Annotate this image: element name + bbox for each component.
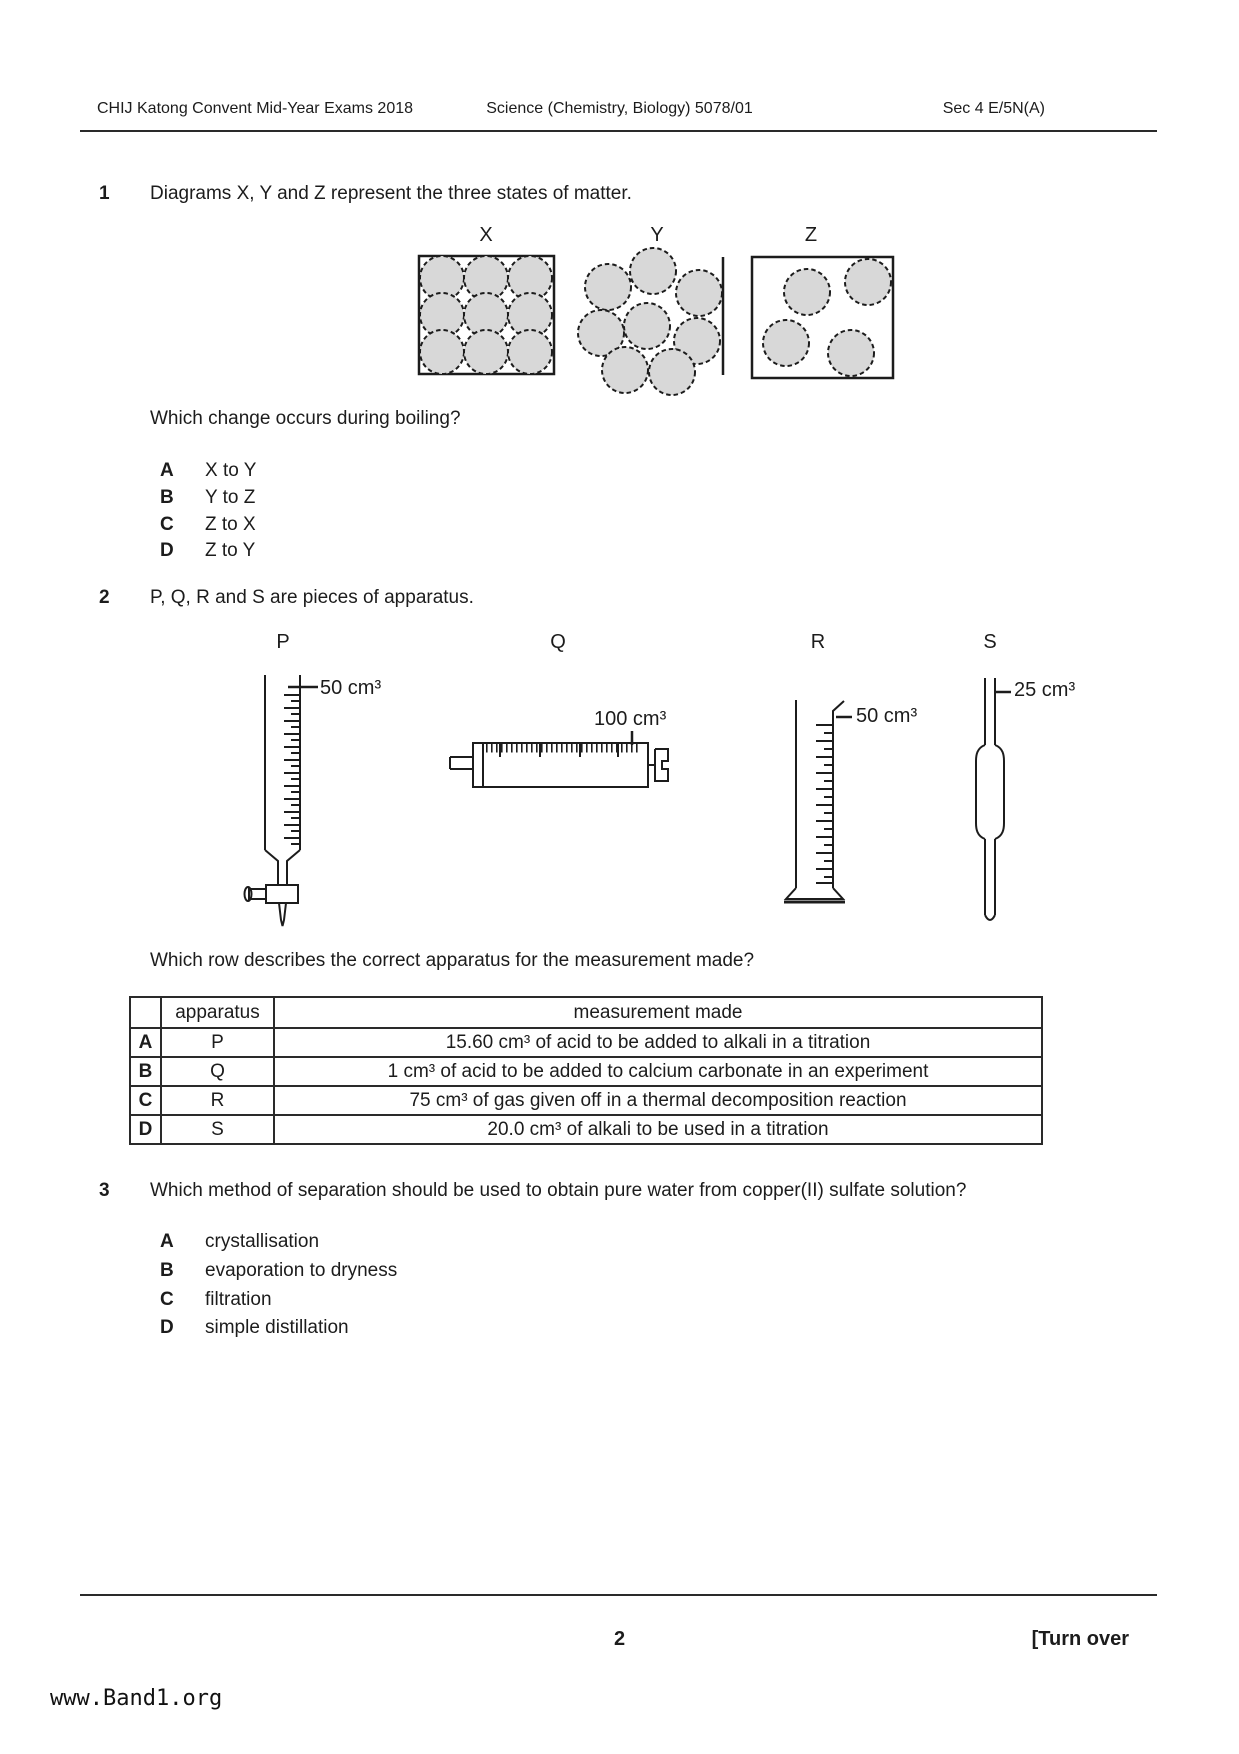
q3-option-d-text: simple distillation [205, 1317, 349, 1338]
states-of-matter-diagram [400, 225, 910, 400]
row-b-apparatus: Q [161, 1057, 274, 1086]
turn-over-label: [Turn over [1031, 1628, 1129, 1650]
q1-option-d-text: Z to Y [205, 540, 256, 561]
q1-option-a-letter: A [160, 460, 174, 481]
table-row [130, 1115, 1042, 1144]
q3-option-d-letter: D [160, 1317, 174, 1338]
diagram-y-label: Y [650, 224, 664, 246]
state-y-liquid [578, 248, 723, 395]
table-header-row [130, 997, 1042, 1028]
row-a-apparatus: P [161, 1028, 274, 1057]
pipette-volume-label: 25 cm³ [1014, 679, 1076, 701]
pipette-drawing [976, 678, 1011, 920]
cylinder-volume-label: 50 cm³ [856, 705, 918, 727]
q3-option-a-letter: A [160, 1231, 174, 1252]
syringe-volume-label: 100 cm³ [594, 708, 667, 730]
q3-option-c-text: filtration [205, 1289, 272, 1310]
row-d-letter: D [130, 1115, 161, 1144]
apparatus-s-label: S [983, 631, 997, 653]
header-exam-name: CHIJ Katong Convent Mid-Year Exams 2018 [97, 100, 414, 117]
q1-option-c-letter: C [160, 514, 174, 535]
q1-option-c-text: Z to X [205, 514, 256, 535]
apparatus-p-label: P [276, 631, 290, 653]
header-paper-title: Science (Chemistry, Biology) 5078/01 [486, 100, 753, 117]
q2-subquestion: Which row describes the correct apparatus for the measurement made? [150, 950, 755, 971]
table-header-apparatus: apparatus [161, 997, 274, 1028]
q2-number: 2 [99, 587, 110, 608]
row-b-letter: B [130, 1057, 161, 1086]
q1-option-a-text: X to Y [205, 460, 257, 481]
q2-text: P, Q, R and S are pieces of apparatus. [150, 587, 474, 608]
state-x-solid [419, 256, 554, 374]
row-d-measurement: 20.0 cm³ of alkali to be used in a titration [274, 1115, 1042, 1144]
q3-option-b-text: evaporation to dryness [205, 1260, 398, 1281]
diagram-z-label: Z [804, 224, 818, 246]
measuring-cylinder-drawing [784, 700, 852, 902]
q1-option-b-letter: B [160, 487, 174, 508]
watermark-url: www.Band1.org [50, 1686, 223, 1711]
q3-text: Which method of separation should be used to obtain pure water from copper(II) sulfate solution? [150, 1180, 967, 1201]
row-a-measurement: 15.60 cm³ of acid to be added to alkali in a titration [274, 1028, 1042, 1057]
row-c-apparatus: R [161, 1086, 274, 1115]
row-d-apparatus: S [161, 1115, 274, 1144]
table-header-blank [130, 997, 161, 1028]
table-row [130, 1086, 1042, 1115]
q3-number: 3 [99, 1180, 110, 1201]
header-class-code: Sec 4 E/5N(A) [942, 100, 1045, 117]
q3-option-a-text: crystallisation [205, 1231, 320, 1252]
apparatus-q-label: Q [550, 631, 566, 653]
q1-option-b-text: Y to Z [205, 487, 256, 508]
syringe-drawing [450, 731, 668, 787]
q1-text: Diagrams X, Y and Z represent the three states of matter. [150, 183, 632, 204]
burette-volume-label: 50 cm³ [320, 677, 382, 699]
q1-number: 1 [99, 183, 110, 204]
table-row [130, 1057, 1042, 1086]
state-z-gas [752, 257, 893, 378]
q3-option-c-letter: C [160, 1289, 174, 1310]
diagram-x-label: X [479, 224, 493, 246]
apparatus-r-label: R [810, 631, 826, 653]
row-a-letter: A [130, 1028, 161, 1057]
footer-rule [80, 1594, 1157, 1596]
apparatus-diagram [240, 665, 1035, 935]
q3-option-b-letter: B [160, 1260, 174, 1281]
table-header-measurement: measurement made [274, 997, 1042, 1028]
row-b-measurement: 1 cm³ of acid to be added to calcium carbonate in an experiment [274, 1057, 1042, 1086]
q1-subquestion: Which change occurs during boiling? [150, 408, 461, 429]
row-c-measurement: 75 cm³ of gas given off in a thermal decomposition reaction [274, 1086, 1042, 1115]
header-rule [80, 130, 1157, 132]
row-c-letter: C [130, 1086, 161, 1115]
q1-option-d-letter: D [160, 540, 174, 561]
burette-drawing [245, 675, 319, 926]
page-number: 2 [613, 1628, 626, 1650]
table-row [130, 1028, 1042, 1057]
q2-table [129, 996, 1043, 1145]
